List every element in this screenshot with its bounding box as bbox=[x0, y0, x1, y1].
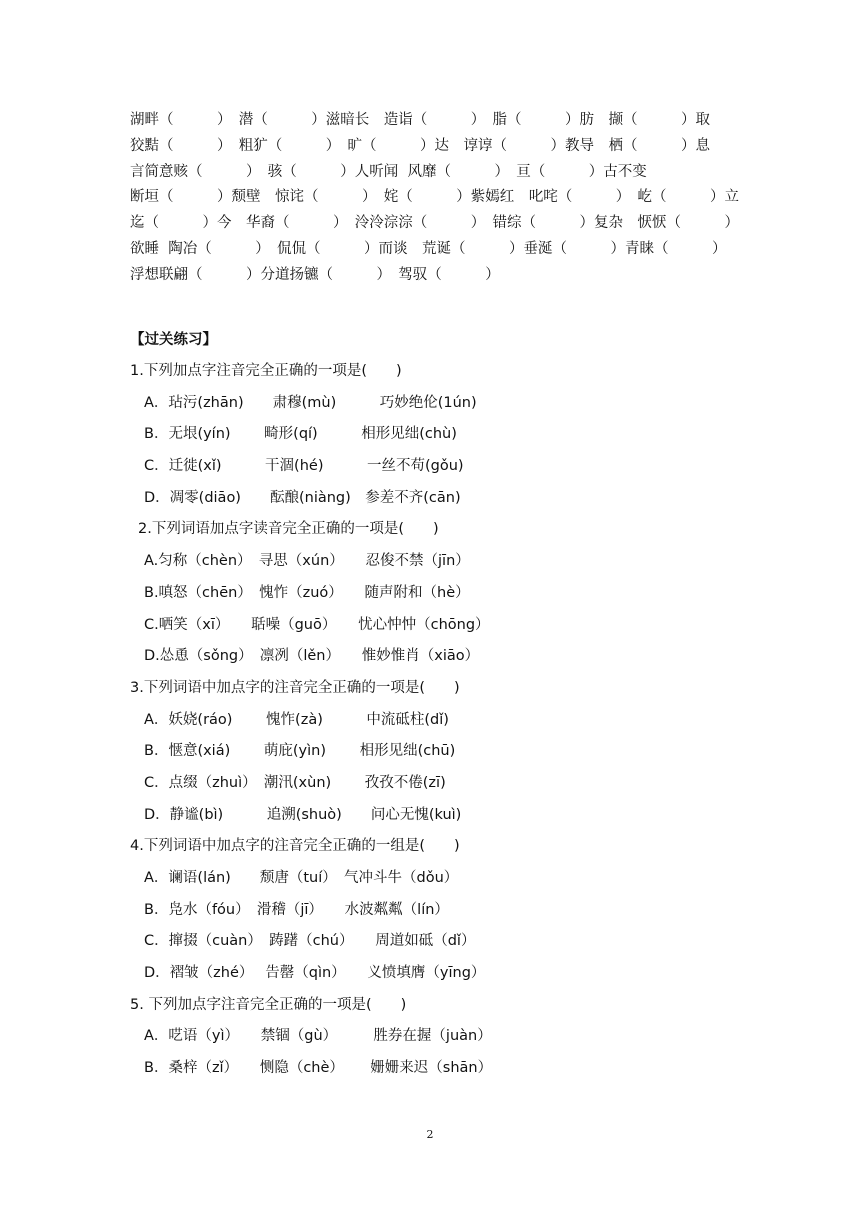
question-option: C．点缀（zhuì） 潮汛(xùn) 孜孜不倦(zī) bbox=[144, 774, 446, 791]
question-option: B．凫水（fóu） 滑稽（jī） 水波粼粼（lín） bbox=[144, 901, 449, 918]
question-option: A．谰语(lán) 颓唐（tuí） 气冲斗牛（dǒu） bbox=[144, 870, 459, 886]
question-option: A．玷污(zhān) 肃穆(mù) 巧妙绝伦(1ún) bbox=[144, 394, 477, 411]
question-stem: 2.下列词语加点字读音完全正确的一项是( ) bbox=[138, 521, 439, 538]
question-stem: 5. 下列加点字注音完全正确的一项是( ) bbox=[130, 996, 407, 1013]
fill-line: 言简意赅（ ） 骇（ ）人听闻 风靡（ ） 亘（ ）古不变 bbox=[130, 163, 647, 180]
question-stem: 1.下列加点字注音完全正确的一项是( ) bbox=[130, 363, 402, 379]
fill-line: 欲睡 陶冶（ ） 侃侃（ ）而谈 荒诞（ ）垂涎（ ）青睐（ ） bbox=[130, 240, 727, 257]
question-option: A.匀称（chèn） 寻思（xún） 忍俊不禁（jīn） bbox=[144, 553, 470, 570]
question-option: A．呓语（yì） 禁锢（gù） 胜券在握（juàn） bbox=[144, 1028, 492, 1045]
page-number: 2 bbox=[426, 1128, 434, 1141]
question-option: B．无垠(yín) 畸形(qí) 相形见绌(chù) bbox=[144, 426, 457, 443]
question-option: D．凋零(diāo) 酝酿(niàng) 参差不齐(cān) bbox=[144, 489, 461, 506]
question-option: D．静谧(bì) 追溯(shuò) 问心无愧(kuì) bbox=[144, 806, 462, 823]
question-option: D．褶皱（zhé） 告罄（qìn） 义愤填膺（yīng） bbox=[144, 965, 486, 982]
pinyin-fill-block bbox=[130, 108, 770, 289]
question-option: A．妖娆(ráo) 愧怍(zà) 中流砥柱(dǐ) bbox=[144, 711, 449, 728]
fill-line: 湖畔（ ） 潜（ ）滋暗长 造诣（ ） 脂（ ）肪 撷（ ）取 bbox=[130, 112, 710, 128]
question-option: B．桑梓（zǐ） 恻隐（chè） 姗姗来迟（shān） bbox=[144, 1060, 493, 1077]
question-option: B.嗔怒（chēn） 愧怍（zuó） 随声附和（hè） bbox=[144, 584, 470, 601]
question-option: B．惬意(xiá) 萌庇(yìn) 相形见绌(chū) bbox=[144, 743, 456, 760]
question-stem: 3.下列词语中加点字的注音完全正确的一项是( ) bbox=[130, 679, 460, 696]
fill-line: 狡黠（ ） 粗犷（ ） 旷（ ）达 谆谆（ ）教导 栖（ ）息 bbox=[130, 137, 710, 154]
section-title: 【过关练习】 bbox=[130, 332, 217, 348]
exercise-questions bbox=[130, 360, 770, 1089]
question-option: D.怂恿（sǒng） 凛冽（lěn） 惟妙惟肖（xiāo） bbox=[144, 648, 480, 665]
fill-line: 迄（ ）今 华裔（ ） 泠泠淙淙（ ） 错综（ ）复杂 恹恹（ ） bbox=[130, 215, 739, 232]
question-stem: 4.下列词语中加点字的注音完全正确的一组是( ) bbox=[130, 838, 460, 855]
fill-line: 浮想联翩（ ）分道扬镳（ ） 驾驭（ ） bbox=[130, 266, 500, 283]
question-option: C．迁徙(xǐ) 干涸(hé) 一丝不苟(gǒu) bbox=[144, 458, 464, 475]
fill-line: 断垣（ ）颓壁 惊诧（ ） 姹（ ）紫嫣红 叱咤（ ） 屹（ ）立 bbox=[130, 189, 739, 206]
question-option: C.哂笑（xī） 聒噪（guō） 忧心忡忡（chōng） bbox=[144, 616, 490, 633]
question-option: C．撺掇（cuàn） 踌躇（chú） 周道如砥（dǐ） bbox=[144, 933, 476, 950]
